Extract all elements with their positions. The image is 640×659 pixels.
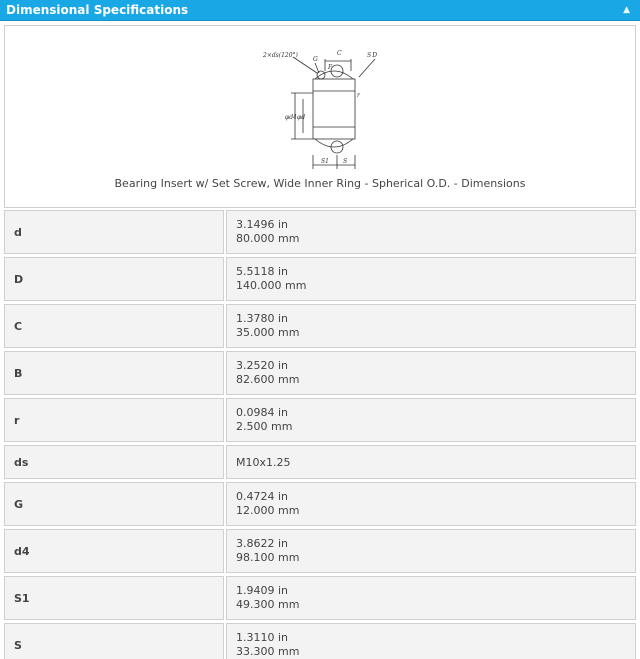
spec-value-in: 0.0984 in	[236, 406, 289, 419]
spec-value	[226, 482, 636, 526]
spec-key: D	[4, 257, 224, 301]
bearing-diagram	[255, 47, 395, 177]
label-S: S	[343, 158, 348, 165]
spec-value	[226, 210, 636, 254]
spec-value-mm: 140.000 mm	[236, 279, 307, 292]
spec-key: C	[4, 304, 224, 348]
label-C: C	[337, 50, 342, 57]
spec-value-mm: 35.000 mm	[236, 326, 300, 339]
spec-value-mm: 98.100 mm	[236, 551, 300, 564]
spec-value	[226, 445, 636, 479]
spec-key: S	[4, 623, 224, 659]
section-title: Dimensional Specifications	[6, 3, 189, 17]
spec-value-in: 3.2520 in	[236, 359, 289, 372]
label-F: F	[328, 64, 333, 71]
chevron-up-icon[interactable]: ▲	[623, 5, 630, 15]
spec-row	[4, 303, 636, 350]
spec-value-in: 1.3780 in	[236, 312, 289, 325]
spec-key: ds	[4, 445, 224, 479]
label-G: G	[313, 56, 318, 63]
spec-value-thread: M10x1.25	[236, 456, 291, 469]
spec-key: d	[4, 210, 224, 254]
spec-key: d4	[4, 529, 224, 573]
diagram-caption: Bearing Insert w/ Set Screw, Wide Inner Ring - Spherical O.D. - Dimensions	[114, 177, 526, 190]
spec-value-mm: 82.600 mm	[236, 373, 300, 386]
spec-key: r	[4, 398, 224, 442]
label-d: φd	[297, 114, 306, 121]
diagram-box	[4, 25, 636, 208]
spec-key: S1	[4, 576, 224, 620]
spec-value-in: 5.5118 in	[236, 265, 289, 278]
spec-value-in: 3.8622 in	[236, 537, 289, 550]
spec-key: B	[4, 351, 224, 395]
label-angle: 2×ds(120°)	[263, 52, 298, 59]
spec-row	[4, 481, 636, 528]
spec-value-mm: 2.500 mm	[236, 420, 293, 433]
spec-value-in: 3.1496 in	[236, 218, 289, 231]
spec-value	[226, 398, 636, 442]
spec-key: G	[4, 482, 224, 526]
section-header[interactable]	[0, 0, 640, 21]
spec-row	[4, 575, 636, 622]
spec-table	[4, 209, 636, 659]
spec-value-mm: 33.300 mm	[236, 645, 300, 658]
label-S1: S1	[321, 158, 329, 165]
label-r: r	[357, 92, 360, 99]
spec-value-in: 0.4724 in	[236, 490, 289, 503]
spec-value	[226, 304, 636, 348]
spec-row	[4, 444, 636, 481]
spec-row	[4, 622, 636, 659]
spec-value-in: 1.3110 in	[236, 631, 289, 644]
spec-row	[4, 397, 636, 444]
spec-value-in: 1.9409 in	[236, 584, 289, 597]
spec-row	[4, 350, 636, 397]
spec-value	[226, 623, 636, 659]
label-SD: S D	[367, 52, 378, 59]
spec-row	[4, 528, 636, 575]
spec-panel	[1, 22, 639, 659]
spec-value-mm: 49.300 mm	[236, 598, 300, 611]
spec-value	[226, 576, 636, 620]
spec-value-mm: 80.000 mm	[236, 232, 300, 245]
spec-value	[226, 529, 636, 573]
spec-row	[4, 209, 636, 256]
spec-value	[226, 351, 636, 395]
spec-value	[226, 257, 636, 301]
label-d4: φd4	[285, 114, 297, 121]
spec-value-mm: 12.000 mm	[236, 504, 300, 517]
spec-row	[4, 256, 636, 303]
